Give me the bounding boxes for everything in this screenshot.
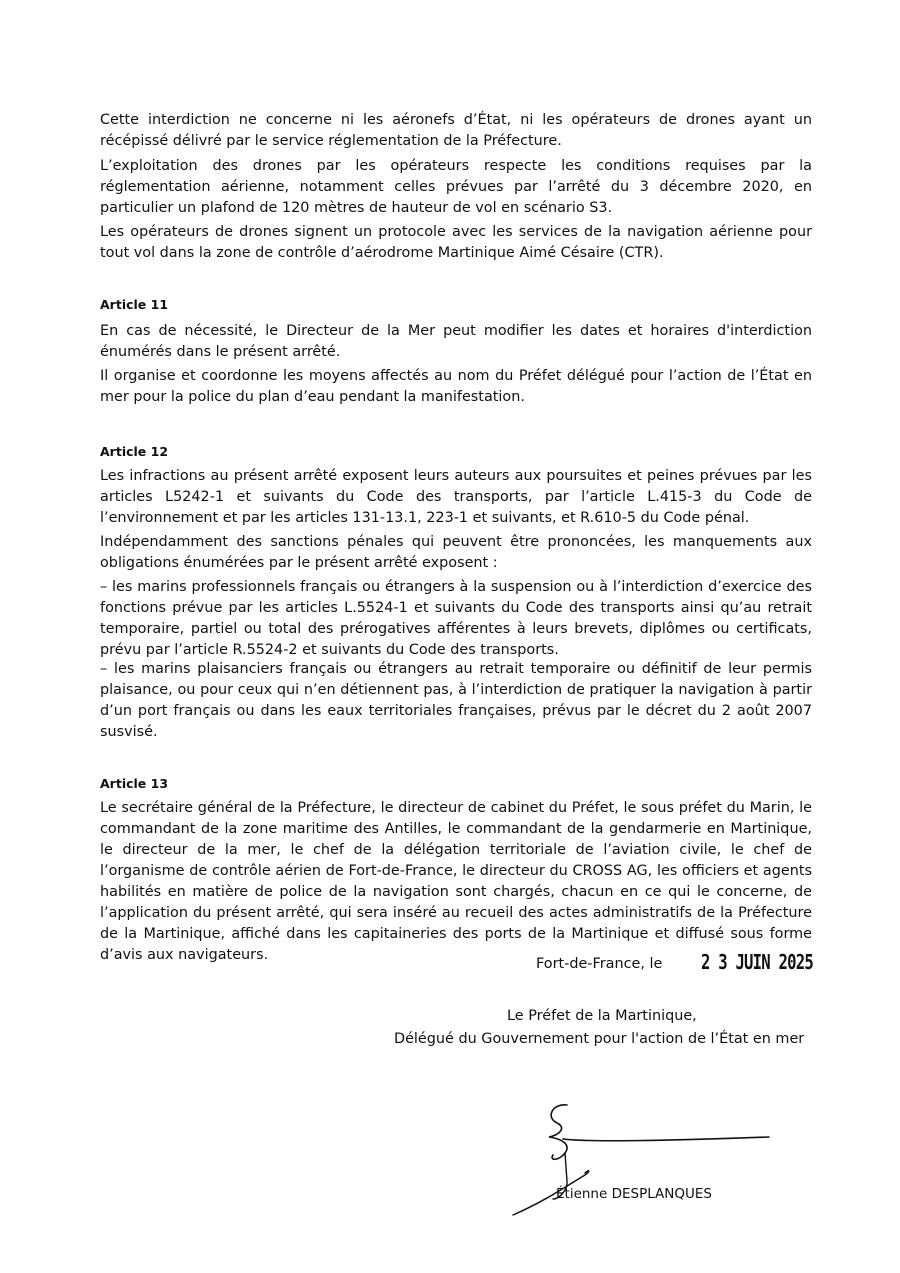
article-13-heading: Article 13 bbox=[100, 776, 169, 791]
article-11-paragraph-1: En cas de nécessité, le Directeur de la Mer peut modifier les dates et horaires d'interdiction énumérés dans le présent arrêté. bbox=[100, 323, 812, 360]
paragraph-drone-exemption: Cette interdiction ne concerne ni les aéronefs d’État, ni les opérateurs de drones ayant un récépissé délivré par le service réglementation de la Préfecture. bbox=[100, 112, 812, 149]
article-11-heading: Article 11 bbox=[100, 297, 169, 312]
signer-name: Étienne DESPLANQUES bbox=[556, 1186, 712, 1202]
article-12-paragraph-2: Indépendamment des sanctions pénales qui peuvent être prononcées, les manquements aux obligations énumérées par le présent arrêté exposent : bbox=[100, 534, 812, 571]
article-13-paragraph-1: Le secrétaire général de la Préfecture, le directeur de cabinet du Préfet, le sous préfet du Marin, le commandant de la zone maritime des Antilles, le commandant de la gendarmerie en Martinique, le directeur de la mer, le chef de la délégation territoriale de l’aviation civile, le chef de l’organisme de contrôle aérien de Fort-de-France, le directeur du CROSS AG, les officiers et agents habilités en matière de police de la navigation sont chargés, chacun en ce qui le concerne, de l’application du présent arrêté, qui sera inséré au recueil des actes administratifs de la Préfecture de la Martinique, affiché dans les capitaineries des ports de la Martinique et diffusé sous forme d’avis aux navigateurs. bbox=[100, 800, 812, 963]
paragraph-drone-protocol: Les opérateurs de drones signent un protocole avec les services de la navigation aérienne pour tout vol dans la zone de contrôle d’aérodrome Martinique Aimé Césaire (CTR). bbox=[100, 224, 812, 261]
article-12-paragraph-4: – les marins plaisanciers français ou étrangers au retrait temporaire ou définitif de leur permis plaisance, ou pour ceux qui n’en détiennent pas, à l’interdiction de pratiquer la navigation à partir d’un port français ou dans les eaux territoriales françaises, prévus par le décret du 2 août 2007 susvisé. bbox=[100, 661, 812, 740]
signer-title-line-1: Le Préfet de la Martinique, bbox=[507, 1008, 697, 1024]
article-12-paragraph-3: – les marins professionnels français ou étrangers à la suspension ou à l’interdiction d’exercice des fonctions prévue par les articles L.5524-1 et suivants du Code des transports ainsi qu’au retrait temporaire, partiel ou total des prérogatives afférentes à leurs brevets, diplômes ou certificats, prévu par l’article R.5524-2 et suivants du Code des transports. bbox=[100, 579, 812, 658]
date-stamp: 2 3 JUIN 2025 bbox=[701, 950, 813, 974]
article-12-paragraph-1: Les infractions au présent arrêté exposent leurs auteurs aux poursuites et peines prévues par les articles L5242-1 et suivants du Code des transports, par l’article L.415-3 du Code de l’environnement et par les articles 131-13.1, 223-1 et suivants, et R.610-5 du Code pénal. bbox=[100, 468, 812, 526]
place-and-date-label: Fort-de-France, le bbox=[536, 956, 663, 972]
article-12-heading: Article 12 bbox=[100, 444, 169, 459]
article-11-paragraph-2: Il organise et coordonne les moyens affectés au nom du Préfet délégué pour l’action de l’État en mer pour la police du plan d’eau pendant la manifestation. bbox=[100, 368, 812, 405]
signer-title-line-2: Délégué du Gouvernement pour l'action de l’État en mer bbox=[394, 1031, 805, 1047]
paragraph-drone-regulation: L’exploitation des drones par les opérateurs respecte les conditions requises par la réglementation aérienne, notamment celles prévues par l’arrêté du 3 décembre 2020, en particulier un plafond de 120 mètres de hauteur de vol en scénario S3. bbox=[100, 158, 812, 216]
handwritten-signature bbox=[505, 1095, 785, 1225]
